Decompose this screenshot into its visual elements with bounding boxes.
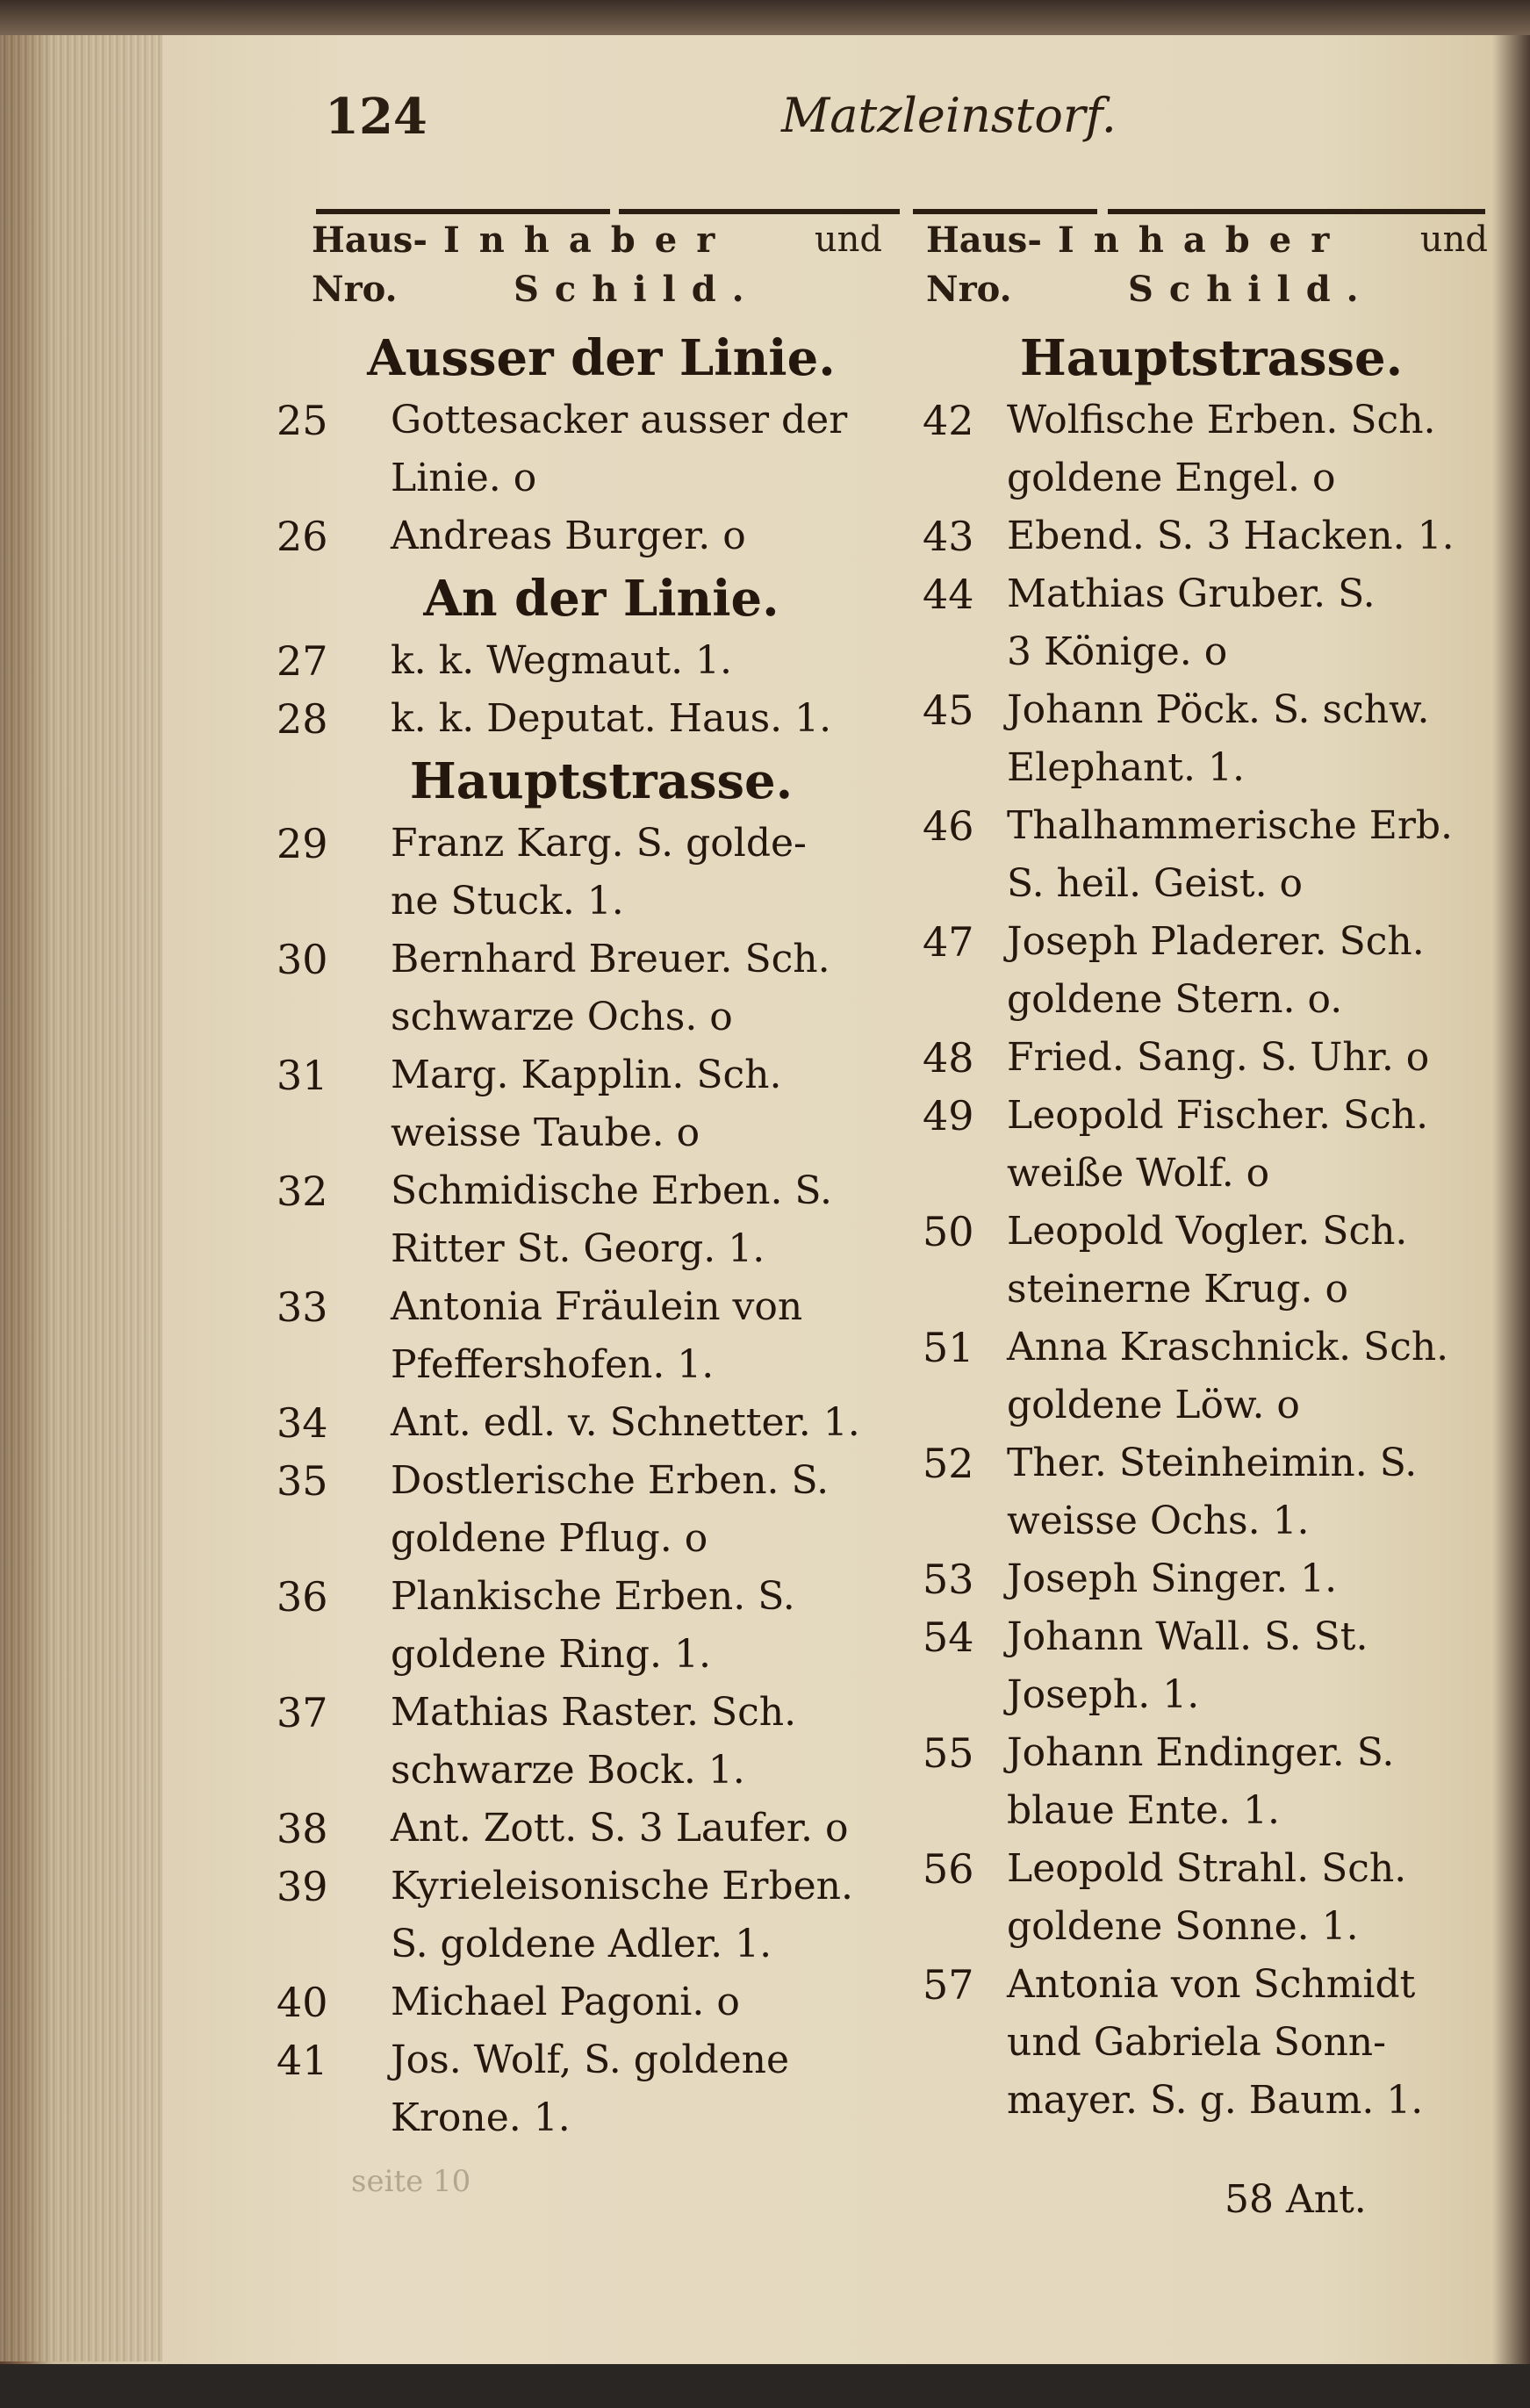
section-heading: An der Linie. xyxy=(423,570,779,628)
house-label: Haus- xyxy=(312,219,427,261)
header-rule xyxy=(913,209,1097,214)
left-column xyxy=(277,219,891,2147)
list-item: 50 Leopold Vogler. Sch. steinerne Krug. o xyxy=(923,1208,1408,1312)
header-rule xyxy=(619,209,900,214)
owner-label: Inhaber xyxy=(1058,219,1349,261)
page-number: 124 xyxy=(325,88,427,146)
list-item: 40 Michael Pagoni. o xyxy=(277,1979,740,2026)
list-item: 42 Wolfische Erben. Sch. goldene Engel. o xyxy=(923,397,1436,500)
owner-label: Inhaber xyxy=(443,219,735,261)
sign-label: Schild. xyxy=(514,269,760,310)
list-item: 49 Leopold Fischer. Sch. weiße Wolf. o xyxy=(923,1092,1429,1196)
right-column xyxy=(923,219,1497,2130)
catchword: 58 Ant. xyxy=(1225,2177,1367,2222)
list-item: 36 Plankische Erben. S. goldene Ring. 1. xyxy=(277,1573,795,1677)
list-item: 54 Johann Wall. S. St. Joseph. 1. xyxy=(923,1614,1368,1717)
page-header xyxy=(325,88,1483,158)
list-item: 31 Marg. Kapplin. Sch. weisse Taube. o xyxy=(277,1052,782,1155)
page-edges xyxy=(0,35,162,2361)
number-label: Nro. xyxy=(312,269,398,310)
list-item: 48 Fried. Sang. S. Uhr. o xyxy=(923,1034,1430,1082)
top-edge xyxy=(0,0,1530,35)
and-label: und xyxy=(814,219,882,260)
sign-label: Schild. xyxy=(1128,269,1375,310)
list-item: 55 Johann Endinger. S. blaue Ente. 1. xyxy=(923,1729,1395,1833)
list-item: 43 Ebend. S. 3 Hacken. 1. xyxy=(923,513,1455,560)
list-item: 45 Johann Pöck. S. schw. Elephant. 1. xyxy=(923,686,1430,790)
list-item: 57 Antonia von Schmidt und Gabriela Sonn- mayer. S. g. Baum. 1. xyxy=(923,1961,1424,2123)
list-item: 52 Ther. Steinheimin. S. weisse Ochs. 1. xyxy=(923,1440,1418,1543)
and-label: und xyxy=(1419,219,1488,260)
number-label: Nro. xyxy=(926,269,1012,310)
list-item: 44 Mathias Gruber. S. 3 Könige. o xyxy=(923,571,1376,674)
list-item: 27 k. k. Wegmaut. 1. xyxy=(277,637,733,685)
list-item: 26 Andreas Burger. o xyxy=(277,513,746,560)
section-heading: Hauptstrasse. xyxy=(409,752,794,810)
header-rule xyxy=(1108,209,1485,214)
list-item: 29 Franz Karg. S. golde- ne Stuck. 1. xyxy=(277,820,807,924)
faint-stamp: seite 10 xyxy=(351,2164,471,2199)
list-item: 41 Jos. Wolf, S. goldene Krone. 1. xyxy=(277,2037,790,2140)
list-item: 35 Dostlerische Erben. S. goldene Pflug. o xyxy=(277,1457,830,1561)
running-title: Matzleinstorf. xyxy=(781,88,1117,143)
list-item: 39 Kyrieleisonische Erben. S. goldene Adler. 1. xyxy=(277,1863,853,1966)
header-rule xyxy=(316,209,610,214)
list-item: 38 Ant. Zott. S. 3 Laufer. o xyxy=(277,1805,849,1852)
list-item: 37 Mathias Raster. Sch. schwarze Bock. 1. xyxy=(277,1689,797,1793)
list-item: 32 Schmidische Erben. S. Ritter St. Georg. 1. xyxy=(277,1168,832,1271)
column-header xyxy=(312,219,891,325)
house-label: Haus- xyxy=(926,219,1042,261)
section-heading: Hauptstrasse. xyxy=(1019,329,1404,387)
list-item: 28 k. k. Deputat. Haus. 1. xyxy=(277,695,832,743)
list-item: 56 Leopold Strahl. Sch. goldene Sonne. 1. xyxy=(923,1845,1407,1949)
list-item: 34 Ant. edl. v. Schnetter. 1. xyxy=(277,1399,860,1447)
list-item: 30 Bernhard Breuer. Sch. schwarze Ochs. o xyxy=(277,936,830,1039)
list-item: 33 Antonia Fräulein von Pfeffershofen. 1. xyxy=(277,1283,803,1387)
column-header xyxy=(926,219,1497,325)
list-item: 53 Joseph Singer. 1. xyxy=(923,1556,1338,1603)
section-heading: Ausser der Linie. xyxy=(367,329,836,387)
list-item: 25 Gottesacker ausser der Linie. o xyxy=(277,397,848,500)
list-item: 47 Joseph Pladerer. Sch. goldene Stern. o. xyxy=(923,918,1425,1022)
list-item: 51 Anna Kraschnick. Sch. goldene Löw. o xyxy=(923,1324,1449,1427)
list-item: 46 Thalhammerische Erb. S. heil. Geist. o xyxy=(923,802,1454,906)
bottom-edge xyxy=(0,2364,1530,2408)
